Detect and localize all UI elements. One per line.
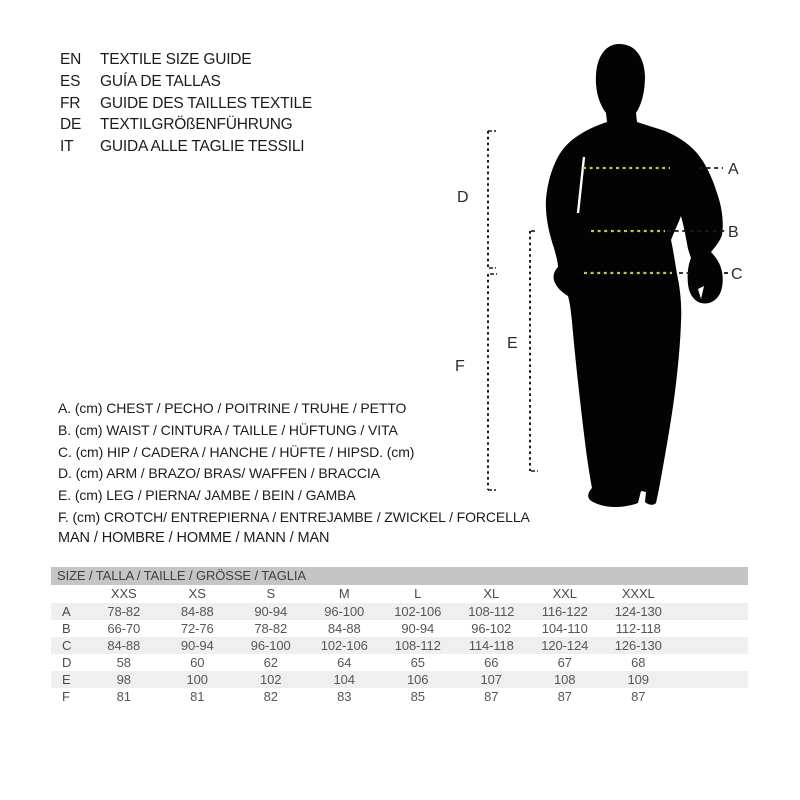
row-label: D [62,655,72,670]
arm-marker-label: D [457,189,469,206]
table-cell: 100 [186,672,208,687]
table-cell: 109 [627,672,649,687]
crotch-marker-label: F [455,358,465,375]
table-cell: 62 [263,655,278,670]
table-cell: 108 [554,672,576,687]
filler-cell [675,585,748,603]
table-cell: 124-130 [614,604,662,619]
table-cell: 116-122 [541,604,588,619]
hip-marker-label: C [731,266,743,283]
row-label: C [62,638,72,653]
table-cell: 65 [410,655,425,670]
chest-marker-label: A [728,161,739,178]
filler-cell [675,603,748,620]
table-row [51,654,748,671]
filler-cell [675,688,748,705]
language-code: DE [60,116,82,134]
language-code: ES [60,72,81,90]
column-header: L [414,586,422,601]
table-cell: 112-118 [615,621,661,636]
column-header: M [338,586,350,601]
table-cell: 126-130 [614,638,662,653]
table-cell: 104-110 [541,621,588,636]
legend-line-hip: C. (cm) HIP / CADERA / HANCHE / HÜFTE / HIPSD. (cm) [58,443,415,460]
legend-line-waist: B. (cm) WAIST / CINTURA / TAILLE / HÜFTUNG / VITA [58,421,398,438]
column-header: XXXL [621,586,655,601]
table-cell: 58 [116,655,131,670]
language-title: GUIDA ALLE TAGLIE TESSILI [100,138,305,156]
table-cell: 107 [480,672,502,687]
table-cell: 90-94 [254,604,288,619]
leg-marker-label: E [507,335,518,352]
column-header: XL [483,586,500,601]
table-cell: 90-94 [180,638,214,653]
language-code: FR [60,94,81,112]
category-line: MAN / HOMBRE / HOMME / MANN / MAN [58,530,330,546]
table-cell: 87 [484,689,499,704]
table-cell: 98 [116,672,131,687]
table-cell: 102 [260,672,282,687]
language-code: IT [60,138,74,156]
table-header-bar: SIZE / TALLA / TAILLE / GRÖSSE / TAGLIA [51,567,748,585]
row-label: A [62,604,71,619]
legend-line-chest: A. (cm) CHEST / PECHO / POITRINE / TRUHE / PETTO [58,400,407,416]
table-row [51,688,748,705]
table-cell: 78-82 [107,604,141,619]
column-header: S [266,586,276,601]
language-title: GUÍA DE TALLAS [100,72,221,90]
waist-marker-label: B [728,224,739,241]
table-cell: 102-106 [320,638,368,653]
table-cell: 84-88 [327,621,361,636]
table-cell: 83 [337,689,352,704]
table-cell: 81 [116,689,131,704]
table-cell: 72-76 [180,621,214,636]
language-code: EN [60,51,82,68]
filler-cell [675,671,748,688]
size-columns-row [51,585,748,603]
table-cell: 96-102 [471,621,512,636]
table-cell: 81 [190,689,205,704]
table-cell: 108-112 [394,638,441,653]
column-header: XXL [552,586,577,601]
table-cell: 104 [333,672,355,687]
legend-line-leg: E. (cm) LEG / PIERNA/ JAMBE / BEIN / GAMBA [58,487,356,504]
row-label: B [62,621,71,636]
language-title: GUIDE DES TAILLES TEXTILE [100,94,313,112]
table-cell: 66-70 [107,621,141,636]
table-cell: 84-88 [107,638,141,653]
table-cell: 106 [407,672,429,687]
filler-cell [675,654,748,671]
column-header: XS [188,586,206,601]
size-table [51,567,748,705]
man-silhouette [546,44,723,507]
table-cell: 68 [631,655,646,670]
table-cell: 96-100 [324,604,365,619]
table-cell: 102-106 [394,604,442,619]
table-cell: 87 [631,689,646,704]
table-row [51,671,748,688]
legend-line-arm: D. (cm) ARM / BRAZO/ BRAS/ WAFFEN / BRACCIA [58,465,380,482]
table-cell: 85 [410,689,425,704]
table-cell: 90-94 [401,621,435,636]
table-cell: 64 [337,655,352,670]
language-title: TEXTILGRÖßENFÜHRUNG [100,116,293,134]
table-cell: 78-82 [254,621,288,636]
measurement-legend [58,398,530,529]
column-header: XXS [110,586,137,601]
row-label: F [62,689,70,704]
filler-cell [675,637,748,654]
table-row [51,620,748,637]
table-cell: 66 [484,655,499,670]
table-cell: 82 [263,689,278,704]
legend-line-crotch: F. (cm) CROTCH/ ENTREPIERNA / ENTREJAMBE / ZWICKEL / FORCELLA [58,508,530,525]
row-label: E [62,672,71,687]
table-cell: 108-112 [468,604,515,619]
table-row [51,637,748,654]
table-cell: 84-88 [180,604,214,619]
table-cell: 87 [557,689,572,704]
filler-cell [675,620,748,637]
table-cell: 96-100 [250,638,291,653]
corner-cell [51,585,87,603]
table-cell: 67 [557,655,572,670]
table-cell: 114-118 [468,638,514,653]
language-title: TEXTILE SIZE GUIDE [100,51,252,68]
table-cell: 60 [190,655,205,670]
table-row [51,603,748,620]
table-cell: 120-124 [541,638,589,653]
